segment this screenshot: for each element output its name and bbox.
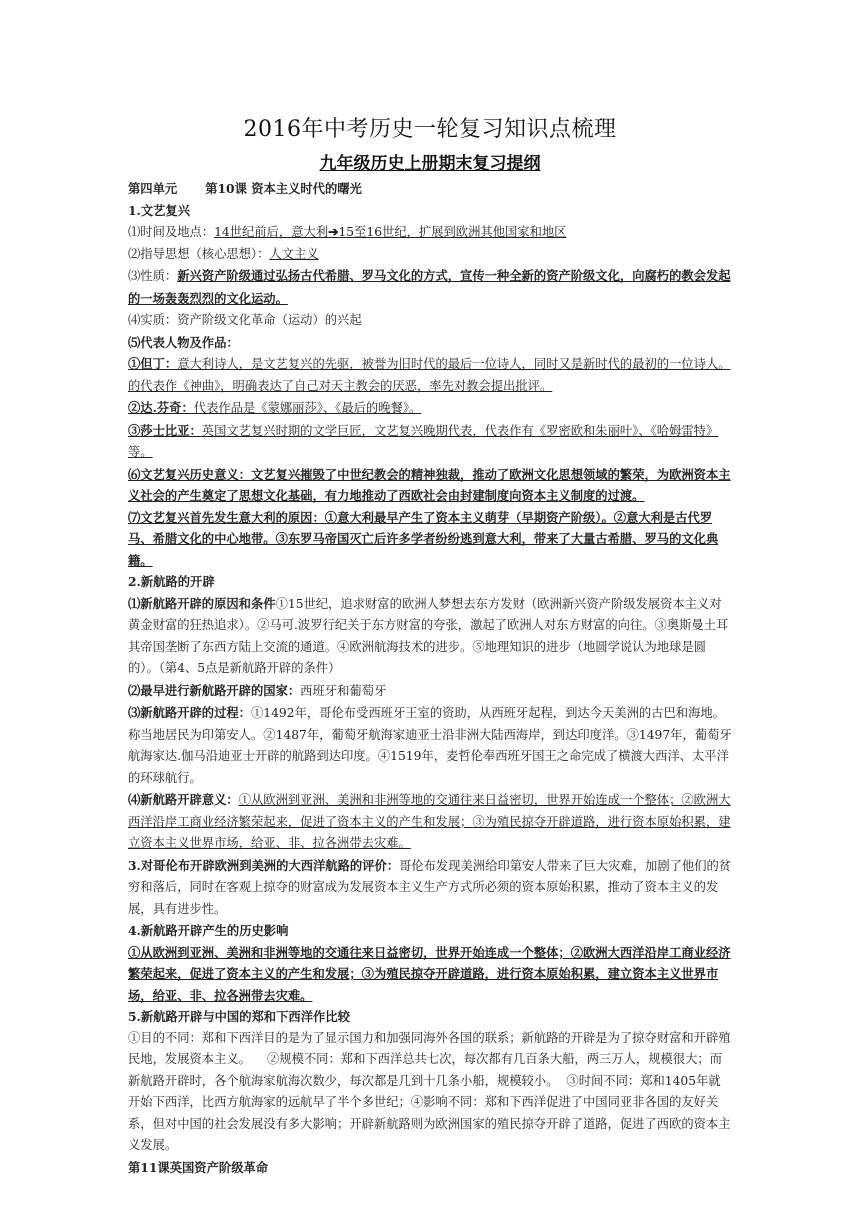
- earliest-countries: [128, 680, 732, 703]
- comparison-time-impact: ③时间不同：郑和1405年就开始下西洋，比西方航海家的远航早了半个多世纪；④影响不同：郑和下西洋促进了中国同亚非各国的友好关系，但对中国的社会发展没有多大影响；开辟新航路则为欧洲国家的殖民掠夺开辟了道路，促进了西欧的资本主义发展。: [128, 1073, 731, 1152]
- columbus-text: 哥伦布发现美洲给印第安人带来了巨大灾难，加剧了他们的贫穷和落后，同时在客观上掠夺的财富成为发展资本主义生产方式所必须的资本原始积累，推动了资本主义的发展，具有进步性。: [128, 858, 732, 916]
- document-subtitle: 九年级历史上册期末复习提纲: [319, 154, 541, 174]
- essence: ⑷实质：资产阶级文化革命（运动）的兴起: [128, 313, 362, 327]
- figure-davinci: [128, 397, 732, 420]
- thought-label: ⑵指导思想（核心思想）：: [128, 246, 270, 261]
- figure-dante: [128, 353, 732, 397]
- time-value-b: 15至16世纪，扩展到欧洲其他国家和地区: [338, 225, 567, 239]
- time-place: [128, 221, 732, 244]
- comparison-purpose: ①目的不同：郑和下西洋目的是为了显示国力和加强同海外各国的联系；新航路的开辟是为了掠夺财富和开辟殖民地，发展资本主义。: [128, 1030, 731, 1066]
- columbus-evaluation: [128, 855, 732, 921]
- shakespeare-text: 英国文艺复兴时期的文学巨匠，文艺复兴晚期代表，代表作有《罗密欧和朱丽叶》、《哈姆雷特》等。: [128, 423, 719, 459]
- time-value: [214, 225, 566, 239]
- document-title: 2016年中考历史一轮复习知识点梳理: [243, 117, 617, 142]
- arrow-icon: ➔: [328, 224, 339, 239]
- italy-label: ⑺文艺复兴首先发生意大利的原因：: [128, 509, 325, 525]
- nature-label: ⑶性质：: [128, 269, 178, 283]
- columbus-label: 3.对哥伦布开辟欧洲到美洲的大西洋航路的评价：: [128, 857, 400, 873]
- dante-text: 意大利诗人，是文艺复兴的先驱，被誉为旧时代的最后一位诗人，同时又是新时代的最初的一位诗人。的代表作《神曲》，明确表达了自己对天主教会的厌恶，率先对教会提出批评。: [128, 357, 731, 393]
- process-text: ①1492年，哥伦布受西班牙王室的资助，从西班牙起程，到达今天美洲的古巴和海地。称当地居民为印第安人。②1487年，葡萄牙航海家迪亚士沿非洲大陆西海岸，到达印度洋。③1497年，葡萄牙航海家达.伽马沿迪亚士开辟的航路到达印度。④1519年，麦哲伦奉西班牙国王之命完成了横渡大西洋、太平洋的环球航行。: [128, 706, 732, 785]
- davinci-text: 代表作品是《蒙娜丽莎》、《最后的晚餐》。: [193, 401, 422, 415]
- lesson-11-heading: 第11课英国资产阶级革命: [128, 1159, 269, 1175]
- route-reasons: [128, 593, 732, 680]
- figure-shakespeare: [128, 420, 732, 464]
- countries-label: ⑵最早进行新航路开辟的国家：: [128, 682, 301, 698]
- figures-label: ⑸代表人物及作品：: [128, 334, 239, 350]
- document-page: [128, 112, 732, 1178]
- time-value-a: 14世纪前后，意大利: [214, 225, 329, 239]
- section-5-text: [128, 1028, 732, 1157]
- section-2-heading: 2.新航路的开辟: [128, 574, 215, 589]
- section-1-heading: 1.文艺复兴: [128, 202, 191, 218]
- route-reasons-text: ①15世纪，追求财富的欧洲人梦想去东方发财（欧洲新兴资产阶级发展资本主义对黄金财富的狂热追求）。②马可.波罗行纪关于东方财富的夸张，激起了欧洲人对东方财富的向往。③奥斯曼土耳其帝国垄断了东西方陆上交流的通道。④欧洲航海技术的进步。⑤地理知识的进步（地圆学说认为地球是圆的）。（第4、5点是新航路开辟的条件）: [128, 596, 729, 675]
- significance-label: ⑹文艺复兴历史意义：: [128, 466, 251, 482]
- process-label: ⑶新航路开辟的过程：: [128, 705, 251, 720]
- shakespeare-name: ③莎士比亚：: [128, 422, 202, 438]
- renaissance-significance: [128, 464, 732, 507]
- meaning-text: ①从欧洲到亚洲、美洲和非洲等地的交通往来日益密切，世界开始连成一个整体；②欧洲大西洋沿岸工商业经济繁荣起来，促进了资本主义的产生和发展；③为殖民掠夺开辟道路，进行资本原始积累，建立资本主义世界市场，给亚、非、拉各洲带去灾难。: [128, 793, 731, 850]
- countries-text: 西班牙和葡萄牙: [300, 683, 387, 698]
- dante-name: ①但丁：: [128, 356, 178, 371]
- time-label: ⑴时间及地点：: [128, 225, 215, 239]
- comparison-scale: ②规模不同：郑和下西洋总共七次，每次都有几百条大船，两三万人，规模很大；而新航路开辟时，各个航海家航海次数少，每次都是几到十几条小船，规模较小。: [128, 1052, 722, 1088]
- route-reasons-label: ⑴新航路开辟的原因和条件: [128, 595, 276, 611]
- section-4-heading: 4.新航路开辟产生的历史影响: [128, 923, 289, 938]
- unit-heading: [128, 178, 732, 200]
- route-process: [128, 702, 732, 789]
- meaning-label: ⑷新航路开辟意义：: [128, 792, 239, 807]
- italy-text: ①意大利最早产生了资本主义萌芽（早期资产阶级）。②意大利是古代罗马、希腊文化的中心地带。③东罗马帝国灭亡后许多学者纷纷逃到意大利，带来了大量古希腊、罗马的文化典籍。: [128, 509, 719, 568]
- section-4-text: ①从欧洲到亚洲、美洲和非洲等地的交通往来日益密切，世界开始连成一个整体；②欧洲大西洋沿岸工商业经济繁荣起来，促进了资本主义的产生和发展；③为殖民掠夺开辟道路，进行资本原始积累，建立资本主义世界市场，给亚、非、拉各洲带去灾难。: [128, 944, 731, 1003]
- significance-text: 文艺复兴摧毁了中世纪教会的精神独裁，推动了欧洲文化思想领域的繁荣，为欧洲资本主义社会的产生奠定了思想文化基础，有力地推动了西欧社会由封建制度向资本主义制度的过渡。: [128, 466, 731, 503]
- guiding-thought: [128, 244, 732, 266]
- davinci-name: ②达.芬奇：: [128, 400, 194, 415]
- thought-value: 人文主义: [269, 246, 319, 261]
- route-meaning: [128, 789, 732, 855]
- italy-reasons: [128, 507, 732, 572]
- unit-label: 第四单元: [128, 181, 178, 196]
- section-5-heading: 5.新航路开辟与中国的郑和下西洋作比较: [128, 1009, 350, 1024]
- nature-value: 新兴资产阶级通过弘扬古代希腊、罗马文化的方式，宣传一种全新的资产阶级文化，向腐朽的教会发起的一场轰轰烈烈的文化运动。: [128, 268, 731, 306]
- lesson-label: 第10课 资本主义时代的曙光: [205, 181, 362, 196]
- nature: [128, 265, 732, 310]
